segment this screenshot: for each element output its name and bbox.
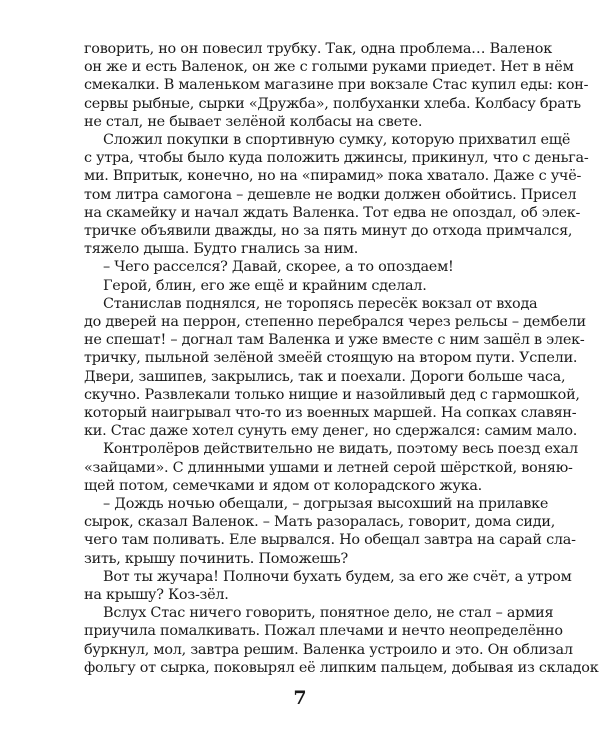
text-line: – Дождь ночью обещали, – догрызая высохший на прилавке — [103, 496, 549, 512]
text-line: тричке объявили дважды, но за пять минут до отхода примчался, — [84, 223, 573, 239]
text-line: на скамейку и начал ждать Валенка. Тот едва не опоздал, об элек- — [84, 204, 581, 221]
text-line: сырок, сказал Валенок. – Мать разоралась, говорит, дома сиди, — [84, 514, 556, 531]
text-line: зить, крышу починить. Поможешь? — [84, 550, 348, 567]
text-line: скучно. Развлекали только нищие и назойливый дед с гармошкой, — [84, 386, 580, 403]
text-line: «зайцами». С длинными ушами и летней серой шёрсткой, воняю- — [84, 459, 573, 476]
text-line: говорить, но он повесил трубку. Так, одна проблема… Валенок — [84, 41, 552, 57]
text-line: Вот ты жучара! Полночи бухать будем, за его же счёт, а утром — [103, 568, 572, 585]
text-line: чего там поливать. Еле вырвался. Но обещал завтра на сарай сла- — [84, 532, 576, 549]
text-line: он же и есть Валенок, он же с голыми руками приедет. Нет в нём — [84, 59, 574, 76]
text-line: тричку, пыльной зелёной змеёй стоящую на втором пути. Успели. — [84, 350, 578, 367]
text-line: приучила помалкивать. Пожал плечами и нечто неопределённо — [84, 623, 563, 640]
text-line: том литра самогона – дешевле не водки должен обойтись. Присел — [84, 186, 577, 203]
text-line: тяжело дыша. Будто гнались за ним. — [84, 241, 359, 258]
text-line: смекалки. В маленьком магазине при вокзале Стас купил еды: кон- — [84, 77, 589, 94]
text-line: с утра, чтобы было куда положить джинсы, прикинул, что с деньга- — [84, 150, 589, 167]
text-line: сервы рыбные, сырки «Дружба», полбуханки хлеба. Колбасу брать — [84, 95, 581, 112]
text-line: – Чего расселся? Давай, скорее, а то опоздаем! — [103, 259, 454, 276]
text-line: Герой, блин, его же ещё и крайним сделал. — [103, 277, 427, 294]
text-line: буркнул, мол, завтра решим. Валенка устроило и это. Он облизал — [84, 641, 573, 658]
book-page — [84, 40, 599, 680]
text-line: не спешат! – догнал там Валенка и уже вместе с ним зашёл в элек- — [84, 332, 585, 349]
text-line: ми. Впритык, конечно, но на «пирамид» пока хватало. Даже с учё- — [84, 168, 582, 185]
text-line: фольгу от сырка, поковырял её липким пальцем, добывая из складок — [84, 659, 599, 676]
text-line: Контролёров действительно не видать, поэтому весь поезд ехал — [103, 441, 578, 458]
text-line: щей потом, семечками и ядом от колорадского жука. — [84, 477, 482, 494]
text-line: не стал, не бывает зелёной колбасы на свете. — [84, 113, 423, 130]
text-line: ки. Стас даже хотел сунуть ему денег, но сдержался: самим мало. — [84, 423, 578, 440]
text-line: Вслух Стас ничего говорить, понятное дело, не стал – армия — [103, 605, 554, 622]
page-number: 7 — [293, 687, 307, 709]
text-line: Станислав поднялся, не торопясь пересёк вокзал от входа — [103, 295, 538, 312]
text-line: до дверей на перрон, степенно перебрался через рельсы – дембели — [84, 314, 586, 330]
text-line: который наигрывал что-то из военных маршей. На сопках славян- — [84, 405, 577, 421]
text-line: Двери, зашипев, закрылись, так и поехали. Дороги больше часа, — [84, 368, 566, 385]
text-line: Сложил покупки в спортивную сумку, которую прихватил ещё — [103, 132, 571, 148]
text-line: на крышу? Коз-зёл. — [84, 587, 229, 603]
